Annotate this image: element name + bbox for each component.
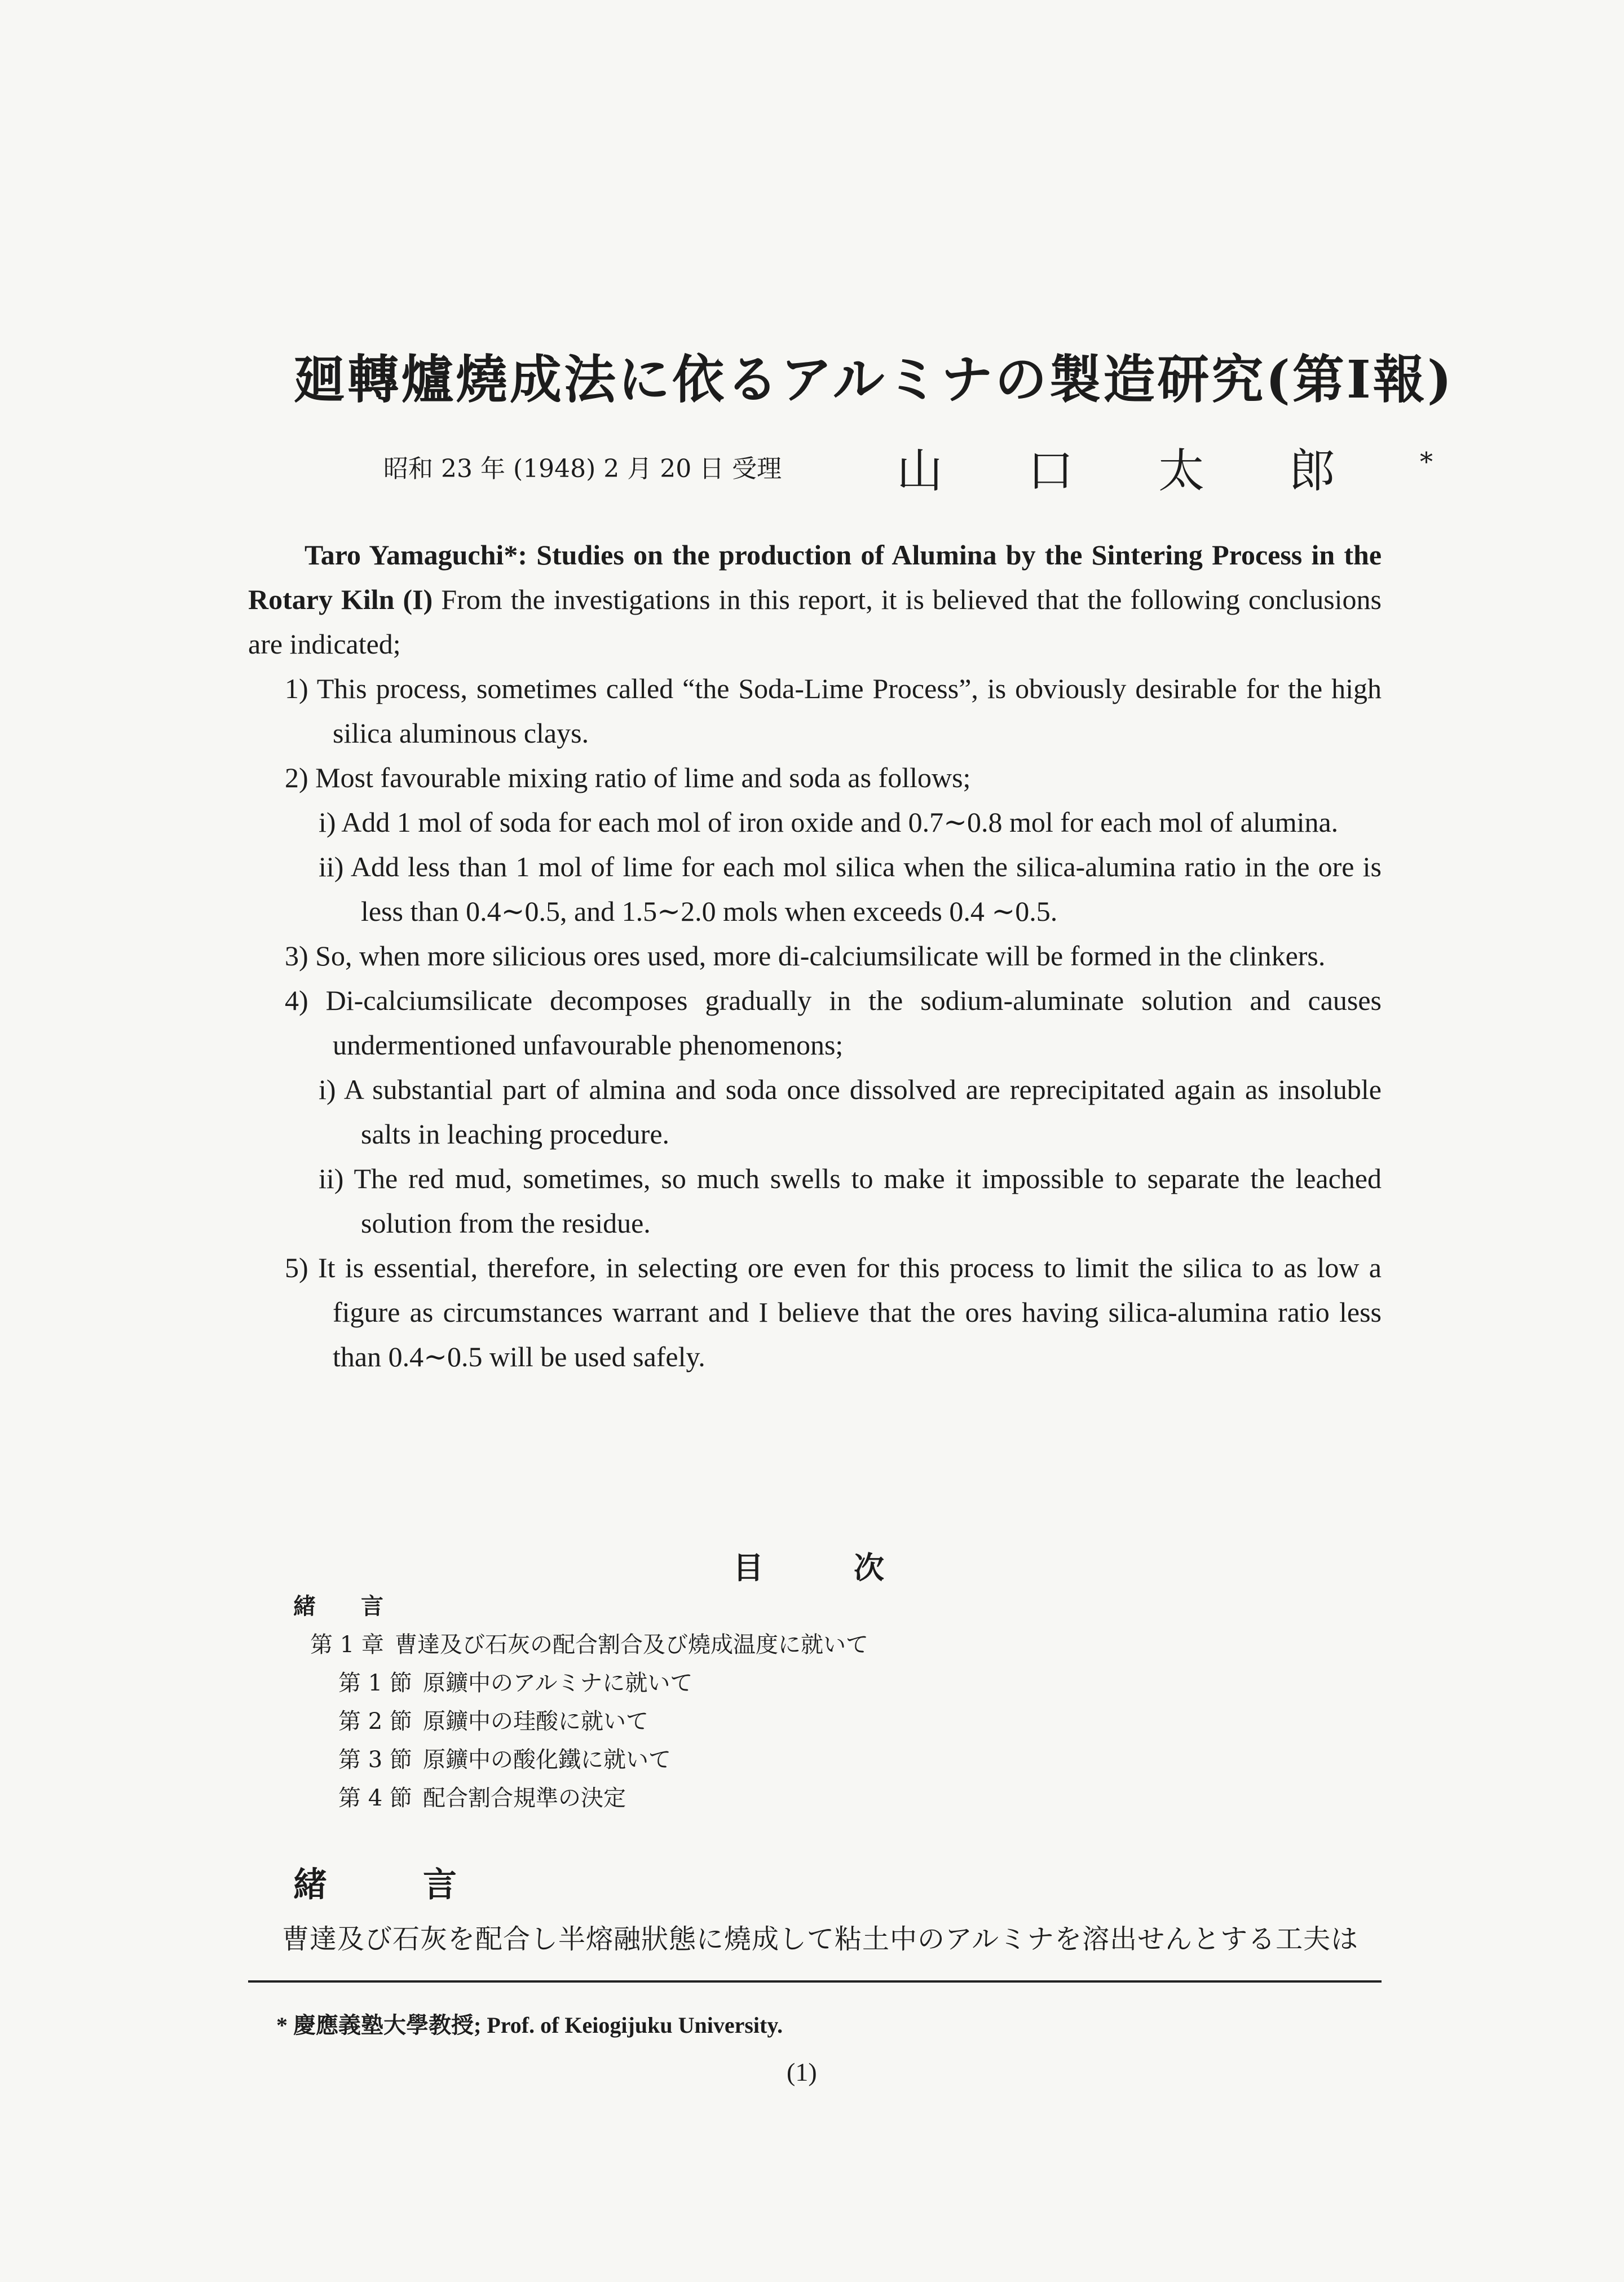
toc-section-number: 第 1 節 [338,1670,412,1696]
item-text: It is essential, therefore, in selecting ore even for this process to limit the silica to as low a figure as circumstances warrant and I believe that the ores having silica-alumina ratio less than 0.4∼0.5 will be used safely. [317,1252,1382,1372]
received-date: 昭和 23 年 (1948) 2 月 20 日 受理 [383,454,782,483]
conclusion-subitem [248,1067,1382,1157]
abstract-author: Taro Yamaguchi*: [304,539,527,571]
toc-section-title: 原鑛中の酸化鐵に就いて [423,1747,671,1773]
toc-section-number: 第 2 節 [338,1709,412,1734]
author-footnote-mark: * [1420,446,1433,477]
table-of-contents [293,1587,1308,1817]
toc-section-number: 第 4 節 [338,1785,412,1811]
subitem-number: i) [319,1074,336,1105]
page-number: (1) [787,2058,817,2086]
abstract-title: Studies on the production of Alumina by the Sintering Process in the Rotary Kiln (I) [248,539,1382,615]
toc-section [293,1779,1308,1817]
conclusion-subitem [248,845,1382,934]
subitem-text: A substantial part of almina and soda once dissolved are reprecipitated again as insoluble salts in leaching procedure. [343,1074,1382,1150]
section-heading: 緒言 [293,1865,553,1905]
toc-chapter-number: 第 1 章 [310,1632,384,1658]
conclusion-item [248,934,1382,978]
subitem-text: Add less than 1 mol of lime for each mol silica when the silica-alumina ratio in the ore is less than 0.4∼0.5, and 1.5∼2.0 mols when exceeds 0.4 ∼0.5. [350,851,1382,927]
item-text: So, when more silicious ores used, more di-calciumsilicate will be formed in the clinkers. [315,940,1326,972]
toc-chapter [293,1626,1308,1664]
english-abstract [248,533,1382,1379]
footnote-divider [248,1980,1382,1983]
abstract-lead [248,533,1382,666]
item-text: Most favourable mixing ratio of lime and soda as follows; [315,762,971,793]
item-number: 3) [285,940,308,972]
subitem-number: ii) [319,1163,344,1194]
toc-section-number: 第 3 節 [338,1747,412,1773]
subitem-number: ii) [319,851,344,882]
conclusion-item [248,1246,1382,1379]
conclusion-item [248,978,1382,1067]
subitem-number: i) [319,806,336,838]
toc-title: 目次 [733,1550,974,1586]
subitem-text: Add 1 mol of soda for each mol of iron oxide and 0.7∼0.8 mol for each mol of alumina. [341,806,1339,838]
item-number: 4) [285,985,308,1016]
conclusion-item [248,756,1382,800]
toc-section [293,1741,1308,1779]
author-name-text: 山口太郎 [897,444,1420,498]
conclusion-subitem [248,1157,1382,1246]
conclusion-subitem [248,800,1382,845]
toc-section-title: 原鑛中のアルミナに就いて [423,1670,693,1696]
abstract-intro: From the investigations in this report, it is believed that the following conclusions are indicated; [248,584,1382,660]
toc-section-title: 原鑛中の珪酸に就いて [423,1709,648,1734]
toc-section [293,1702,1308,1741]
subitem-text: The red mud, sometimes, so much swells to make it impossible to separate the leached solution from the residue. [354,1163,1382,1239]
toc-chapter-title: 曹達及び石灰の配合割合及び燒成温度に就いて [395,1632,868,1658]
conclusion-item [248,666,1382,756]
toc-section-title: 配合割合規準の決定 [423,1785,626,1811]
footnote: * 慶應義塾大學教授; Prof. of Keiogijuku University. [276,2012,783,2038]
item-text: This process, sometimes called “the Soda-Lime Process”, is obviously desirable for the high silica aluminous clays. [316,673,1382,749]
item-number: 5) [285,1252,308,1283]
body-paragraph: 曹達及び石灰を配合し半熔融狀態に燒成して粘土中のアルミナを溶出せんとする工夫は [282,1923,1359,1955]
paper-title: 廻轉爐燒成法に依るアルミナの製造研究(第I報) [293,349,1454,410]
item-text: Di-calciumsilicate decomposes gradually in the sodium-aluminate solution and causes undermentioned unfavourable phenomenons; [325,985,1382,1061]
author-name [897,434,1433,500]
item-number: 2) [285,762,308,793]
toc-intro: 緒言 [293,1593,429,1619]
item-number: 1) [285,673,308,704]
toc-section [293,1664,1308,1702]
